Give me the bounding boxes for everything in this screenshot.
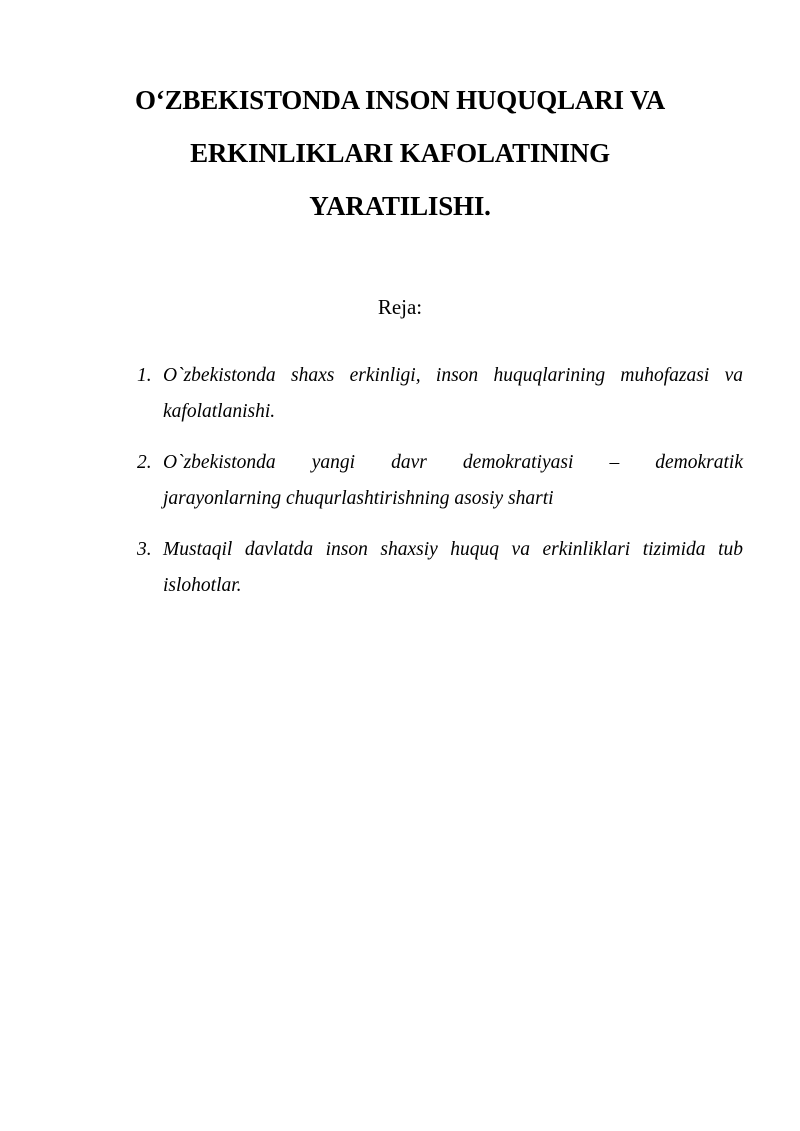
plan-item-text: [163, 532, 743, 604]
document-title: [70, 74, 730, 233]
plan-item-3: [137, 532, 743, 604]
plan-item-line: O`zbekistonda shaxs erkinligi, inson huquqlarining muhofazasi va: [163, 365, 743, 386]
plan-item-line: jarayonlarning chuqurlashtirishning asosiy sharti: [163, 488, 554, 509]
plan-list: [137, 358, 743, 619]
plan-item-2: [137, 445, 743, 517]
plan-heading: Reja:: [377, 295, 423, 319]
title-line-1: O‘ZBEKISTONDA INSON HUQUQLARI VA: [135, 85, 665, 115]
plan-item-line: kafolatlanishi.: [163, 401, 276, 422]
plan-item-number: 3.: [137, 539, 152, 560]
title-line-2: ERKINLIKLARI KAFOLATINING: [190, 138, 610, 168]
plan-item-number: 1.: [137, 365, 152, 386]
plan-item-text: [163, 445, 743, 517]
title-line-3: YARATILISHI.: [309, 191, 491, 221]
plan-item-number: 2.: [137, 452, 152, 473]
plan-item-line: O`zbekistonda yangi davr demokratiyasi – demokratik: [163, 452, 743, 473]
plan-item-line: Mustaqil davlatda inson shaxsiy huquq va erkinliklari tizimida tub: [163, 539, 743, 560]
plan-item-1: [137, 358, 743, 430]
plan-item-line: islohotlar.: [163, 575, 242, 596]
plan-item-text: [163, 358, 743, 430]
